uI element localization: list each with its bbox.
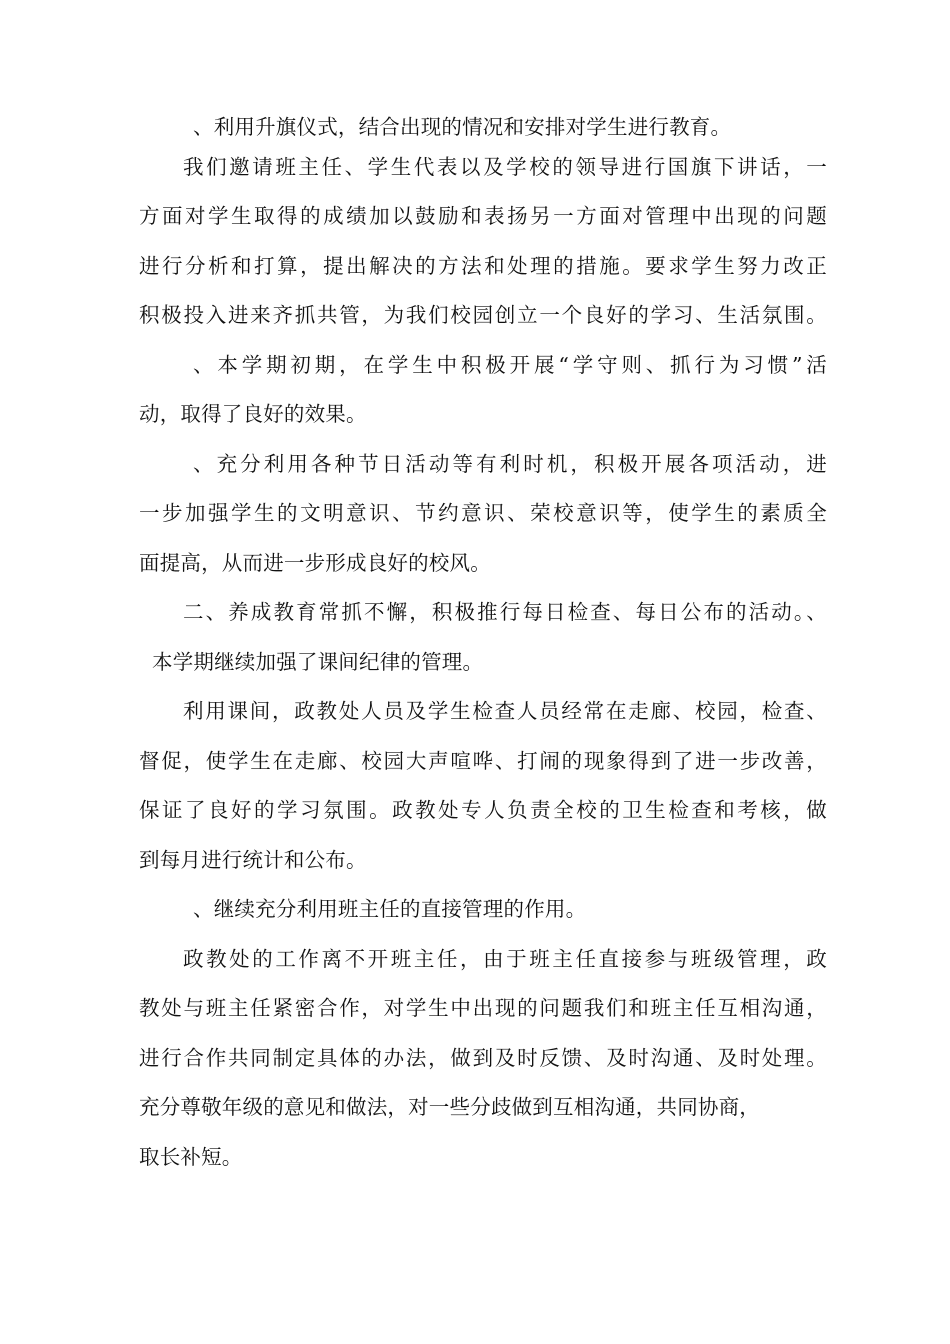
text-line-3: 方面对学生取得的成绩加以鼓励和表扬另一方面对管理中出现的问题 [139, 204, 827, 228]
text-line-12: 本学期继续加强了课间纪律的管理。 [152, 650, 484, 674]
text-line-22: 取长补短。 [139, 1145, 243, 1169]
text-line-20: 进行合作共同制定具体的办法，做到及时反馈、及时沟通、及时处理。 [139, 1046, 827, 1070]
text-line-2: 我们邀请班主任、学生代表以及学校的领导进行国旗下讲话，一 [183, 155, 827, 179]
text-line-8: 、充分利用各种节日活动等有利时机，积极开展各项活动，进 [193, 452, 827, 476]
text-line-6: 、本学期初期，在学生中积极开展“学守则、抓行为习惯”活 [193, 353, 827, 377]
text-line-15: 保证了良好的学习氛围。政教处专人负责全校的卫生检查和考核，做 [139, 798, 827, 822]
text-line-5: 积极投入进来齐抓共管，为我们校园创立一个良好的学习、生活氛围。 [139, 303, 827, 327]
text-line-18: 政教处的工作离不开班主任，由于班主任直接参与班级管理，政 [183, 947, 827, 971]
text-line-17: 、继续充分利用班主任的直接管理的作用。 [193, 897, 587, 921]
text-line-16: 到每月进行统计和公布。 [139, 848, 367, 872]
text-line-7: 动，取得了良好的效果。 [139, 402, 367, 426]
text-line-19: 教处与班主任紧密合作，对学生中出现的问题我们和班主任互相沟通， [139, 996, 827, 1020]
text-line-4: 进行分析和打算，提出解决的方法和处理的措施。要求学生努力改正 [139, 254, 827, 278]
text-line-11: 二、养成教育常抓不懈，积极推行每日检查、每日公布的活动。、 [183, 600, 827, 624]
text-line-1: 、利用升旗仪式，结合出现的情况和安排对学生进行教育。 [193, 115, 732, 139]
text-line-21: 充分尊敬年级的意见和做法，对一些分歧做到互相沟通，共同协商， [139, 1095, 760, 1119]
text-line-14: 督促，使学生在走廊、校园大声喧哗、打闹的现象得到了进一步改善， [139, 749, 827, 773]
text-line-9: 一步加强学生的文明意识、节约意识、荣校意识等，使学生的素质全 [139, 501, 827, 525]
text-line-10: 面提高，从而进一步形成良好的校风。 [139, 551, 491, 575]
text-line-13: 利用课间，政教处人员及学生检查人员经常在走廊、校园，检查、 [183, 699, 827, 723]
